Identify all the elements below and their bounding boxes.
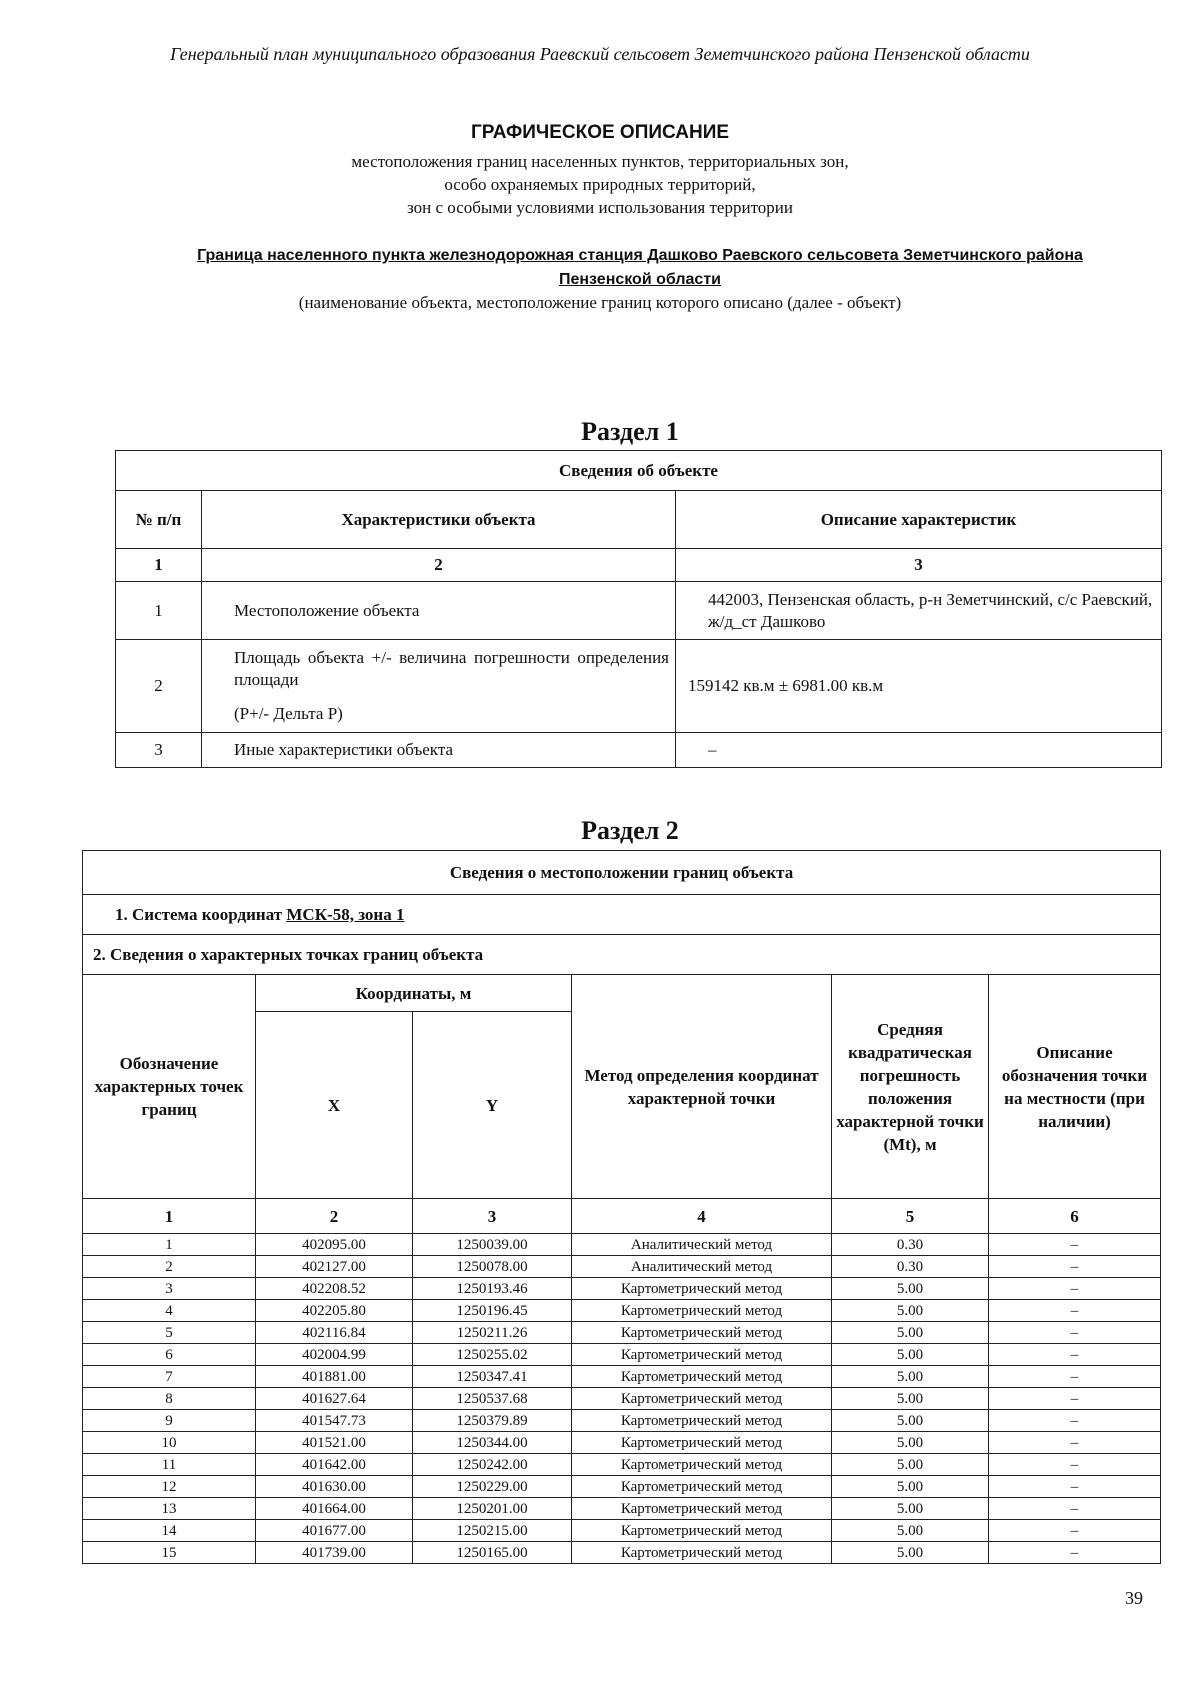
point-number: 6 [83,1344,256,1366]
point-number: 5 [83,1322,256,1344]
point-description: – [989,1388,1161,1410]
point-x: 402205.80 [256,1300,413,1322]
point-description: – [989,1278,1161,1300]
point-y: 1250193.46 [413,1278,572,1300]
point-method: Картометрический метод [572,1476,832,1498]
point-number: 1 [83,1234,256,1256]
point-description: – [989,1542,1161,1564]
point-y: 1250347.41 [413,1366,572,1388]
col-number-1: 1 [116,549,202,582]
row-2-number: 2 [116,640,202,733]
section-1-title: Раздел 1 [581,417,679,446]
row-3-number: 3 [116,733,202,768]
point-error: 5.00 [832,1520,989,1542]
document-title: ГРАФИЧЕСКОЕ ОПИСАНИЕ [470,122,730,143]
section-2-title: Раздел 2 [581,816,679,845]
point-x: 402095.00 [256,1234,413,1256]
point-method: Картометрический метод [572,1322,832,1344]
point-method: Картометрический метод [572,1454,832,1476]
object-caption: (наименование объекта, местоположение границ которого описано (далее - объект) [298,293,902,312]
point-x: 401642.00 [256,1454,413,1476]
point-y: 1250165.00 [413,1542,572,1564]
table-row [83,1498,1161,1520]
point-y: 1250039.00 [413,1234,572,1256]
col-number-3: 3 [676,549,1162,582]
point-method: Картометрический метод [572,1498,832,1520]
point-y: 1250242.00 [413,1454,572,1476]
table-row [83,1388,1161,1410]
point-y: 1250215.00 [413,1520,572,1542]
point-description: – [989,1366,1161,1388]
point-number: 8 [83,1388,256,1410]
point-y: 1250211.26 [413,1322,572,1344]
coord-system-row [83,895,1161,935]
col-header-characteristic: Характеристики объекта [202,491,676,549]
col-num-6: 6 [989,1199,1161,1234]
points-body [83,1234,1161,1564]
point-error: 5.00 [832,1322,989,1344]
point-method: Аналитический метод [572,1256,832,1278]
point-method: Картометрический метод [572,1278,832,1300]
row-2-description: 159142 кв.м ± 6981.00 кв.м [676,640,1162,733]
table-row [83,1256,1161,1278]
subtitle-line-1: местоположения границ населенных пунктов, территориальных зон, [351,152,849,171]
point-number: 10 [83,1432,256,1454]
col-header-number: № п/п [116,491,202,549]
point-number: 15 [83,1542,256,1564]
point-x: 402116.84 [256,1322,413,1344]
table-row [83,1234,1161,1256]
table-row [83,1344,1161,1366]
point-x: 401630.00 [256,1476,413,1498]
object-info-title: Сведения об объекте [116,451,1162,491]
point-number: 12 [83,1476,256,1498]
object-name-line-1: Граница населенного пункта железнодорожная станция Дашково Раевского сельсовета Земетчинского района [197,247,1083,264]
point-y: 1250229.00 [413,1476,572,1498]
point-y: 1250537.68 [413,1388,572,1410]
point-number: 9 [83,1410,256,1432]
point-error: 5.00 [832,1300,989,1322]
row-2-characteristic: Площадь объекта +/- величина погрешности определения площади [234,648,669,689]
row-1-number: 1 [116,582,202,640]
point-method: Картометрический метод [572,1344,832,1366]
boundary-table-title: Сведения о местоположении границ объекта [83,851,1161,895]
subtitle-line-3: зон с особыми условиями использования территории [407,198,793,217]
point-description: – [989,1498,1161,1520]
col-num-1: 1 [83,1199,256,1234]
point-description: – [989,1410,1161,1432]
point-description: – [989,1234,1161,1256]
boundary-points-table [82,850,1161,1564]
point-method: Картометрический метод [572,1388,832,1410]
header-error: Средняя квадратическая погрешность положения характерной точки (Mt), м [832,975,989,1199]
running-header: Генеральный план муниципального образования Раевский сельсовет Земетчинского района Пензенской области [170,44,1030,64]
point-error: 5.00 [832,1542,989,1564]
point-description: – [989,1432,1161,1454]
subtitle-line-2: особо охраняемых природных территорий, [444,175,756,194]
coord-system-value: МСК-58, зона 1 [286,904,405,924]
point-x: 402127.00 [256,1256,413,1278]
point-method: Аналитический метод [572,1234,832,1256]
point-error: 5.00 [832,1278,989,1300]
point-y: 1250255.02 [413,1344,572,1366]
col-num-4: 4 [572,1199,832,1234]
point-y: 1250196.45 [413,1300,572,1322]
table-row [83,1410,1161,1432]
point-x: 401547.73 [256,1410,413,1432]
point-description: – [989,1256,1161,1278]
point-error: 5.00 [832,1388,989,1410]
point-error: 0.30 [832,1256,989,1278]
col-num-2: 2 [256,1199,413,1234]
point-x: 402004.99 [256,1344,413,1366]
point-error: 5.00 [832,1498,989,1520]
row-2-characteristic-cell [202,640,676,733]
table-row [83,1366,1161,1388]
col-number-2: 2 [202,549,676,582]
point-x: 401881.00 [256,1366,413,1388]
point-number: 11 [83,1454,256,1476]
point-x: 401521.00 [256,1432,413,1454]
object-info-table [115,450,1162,768]
point-method: Картометрический метод [572,1432,832,1454]
row-3-description: – [676,733,1162,768]
table-row [83,1520,1161,1542]
table-row [83,1454,1161,1476]
point-error: 5.00 [832,1432,989,1454]
header-y: Y [413,1012,572,1199]
point-method: Картометрический метод [572,1366,832,1388]
coord-system-label: 1. Система координат [115,904,283,924]
point-number: 14 [83,1520,256,1542]
point-number: 3 [83,1278,256,1300]
header-method: Метод определения координат характерной точки [572,975,832,1199]
point-x: 401627.64 [256,1388,413,1410]
point-description: – [989,1454,1161,1476]
table-row [83,1542,1161,1564]
table-row [83,1322,1161,1344]
point-description: – [989,1300,1161,1322]
points-title: 2. Сведения о характерных точках границ объекта [83,935,1161,975]
header-coordinates: Координаты, м [256,975,572,1012]
point-description: – [989,1476,1161,1498]
point-x: 401677.00 [256,1520,413,1542]
point-error: 5.00 [832,1476,989,1498]
header-x: X [256,1012,413,1199]
point-error: 5.00 [832,1410,989,1432]
table-row [83,1476,1161,1498]
point-method: Картометрический метод [572,1542,832,1564]
point-error: 0.30 [832,1234,989,1256]
point-error: 5.00 [832,1366,989,1388]
row-3-characteristic: Иные характеристики объекта [202,733,676,768]
point-method: Картометрический метод [572,1520,832,1542]
table-row [83,1300,1161,1322]
point-error: 5.00 [832,1454,989,1476]
col-num-5: 5 [832,1199,989,1234]
point-description: – [989,1344,1161,1366]
point-method: Картометрический метод [572,1300,832,1322]
page-number: 39 [1125,1588,1143,1608]
table-row [83,1278,1161,1300]
col-num-3: 3 [413,1199,572,1234]
point-x: 401664.00 [256,1498,413,1520]
point-number: 4 [83,1300,256,1322]
point-description: – [989,1322,1161,1344]
row-2-characteristic-note: (P+/- Дельта P) [234,704,343,723]
col-header-description: Описание характеристик [676,491,1162,549]
point-y: 1250078.00 [413,1256,572,1278]
point-method: Картометрический метод [572,1410,832,1432]
point-error: 5.00 [832,1344,989,1366]
table-row [83,1432,1161,1454]
header-designation: Обозначение характерных точек границ [83,975,256,1199]
point-y: 1250379.89 [413,1410,572,1432]
point-y: 1250201.00 [413,1498,572,1520]
header-point-description: Описание обозначения точки на местности (при наличии) [989,975,1161,1199]
row-1-description: 442003, Пензенская область, р-н Земетчинский, с/с Раевский, ж/д_ст Дашково [676,582,1162,640]
object-name-line-2: Пензенской области [558,271,721,288]
point-number: 2 [83,1256,256,1278]
row-1-characteristic: Местоположение объекта [202,582,676,640]
point-x: 402208.52 [256,1278,413,1300]
point-number: 13 [83,1498,256,1520]
point-x: 401739.00 [256,1542,413,1564]
point-y: 1250344.00 [413,1432,572,1454]
point-number: 7 [83,1366,256,1388]
point-description: – [989,1520,1161,1542]
